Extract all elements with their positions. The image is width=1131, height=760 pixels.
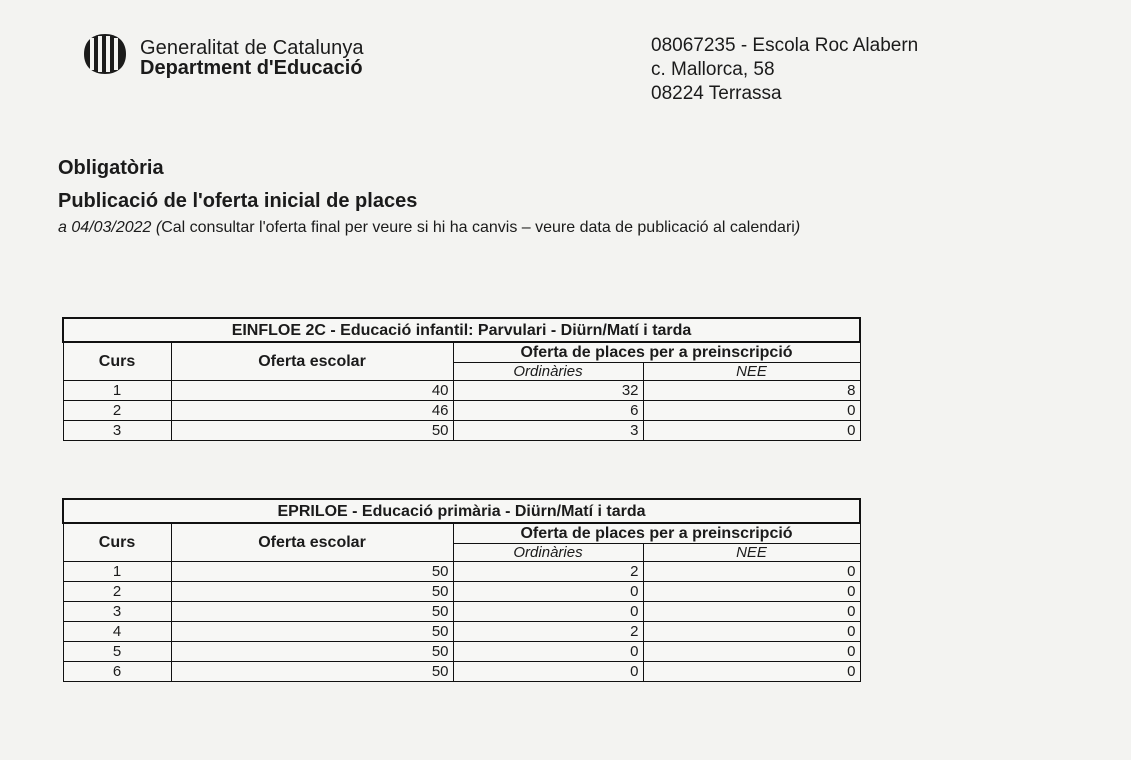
cell-oferta: 50 — [171, 421, 453, 441]
col-header-ordinaries: Ordinàries — [453, 363, 643, 381]
cell-nee: 0 — [643, 401, 860, 421]
school-name: 08067235 - Escola Roc Alabern — [651, 35, 919, 56]
table-row — [63, 421, 860, 441]
cell-ordinaries: 0 — [453, 642, 643, 662]
offer-table-primaria — [62, 498, 861, 682]
col-header-ordinaries: Ordinàries — [453, 544, 643, 562]
cell-oferta: 40 — [171, 381, 453, 401]
note-text: Cal consultar l'oferta final per veure si hi ha canvis – veure data de publicació al calendari — [161, 219, 795, 236]
col-header-nee: NEE — [643, 363, 860, 381]
col-header-oferta: Oferta escolar — [171, 342, 453, 381]
cell-curs: 2 — [63, 582, 171, 602]
school-address — [651, 34, 918, 106]
table-row — [63, 662, 860, 682]
col-header-curs: Curs — [63, 342, 171, 381]
col-header-curs: Curs — [63, 523, 171, 562]
cell-nee: 0 — [643, 421, 860, 441]
cell-oferta: 50 — [171, 662, 453, 682]
table-row — [63, 562, 860, 582]
school-city: 08224 Terrassa — [651, 83, 782, 104]
cell-curs: 6 — [63, 662, 171, 682]
table-row — [63, 602, 860, 622]
cell-nee: 0 — [643, 562, 860, 582]
note-close-paren: ) — [794, 219, 801, 236]
cell-ordinaries: 2 — [453, 562, 643, 582]
cell-curs: 2 — [63, 401, 171, 421]
cell-oferta: 46 — [171, 401, 453, 421]
cell-ordinaries: 0 — [453, 602, 643, 622]
cell-oferta: 50 — [171, 622, 453, 642]
col-header-nee: NEE — [643, 544, 860, 562]
table-row — [63, 582, 860, 602]
cell-ordinaries: 2 — [453, 622, 643, 642]
table-row — [63, 622, 860, 642]
table-caption: EINFLOE 2C - Educació infantil: Parvulari - Diürn/Matí i tarda — [63, 318, 860, 342]
org-line-1: Generalitat de Catalunya — [140, 37, 364, 59]
publication-note — [58, 219, 800, 237]
table-row — [63, 381, 860, 401]
cell-curs: 1 — [63, 381, 171, 401]
cell-ordinaries: 6 — [453, 401, 643, 421]
generalitat-logo-icon — [80, 32, 130, 76]
note-open-paren: ( — [151, 219, 162, 236]
offer-table-infantil — [62, 317, 861, 441]
page-title: Obligatòria — [58, 157, 164, 179]
publication-date: a 04/03/2022 — [58, 219, 152, 236]
cell-oferta: 50 — [171, 582, 453, 602]
cell-curs: 1 — [63, 562, 171, 582]
cell-oferta: 50 — [171, 562, 453, 582]
cell-nee: 0 — [643, 622, 860, 642]
cell-nee: 0 — [643, 582, 860, 602]
school-street: c. Mallorca, 58 — [651, 59, 775, 80]
col-header-group: Oferta de places per a preinscripció — [453, 523, 860, 544]
cell-oferta: 50 — [171, 642, 453, 662]
cell-nee: 0 — [643, 662, 860, 682]
cell-curs: 3 — [63, 602, 171, 622]
cell-oferta: 50 — [171, 602, 453, 622]
cell-ordinaries: 0 — [453, 662, 643, 682]
cell-ordinaries: 32 — [453, 381, 643, 401]
col-header-group: Oferta de places per a preinscripció — [453, 342, 860, 363]
cell-ordinaries: 3 — [453, 421, 643, 441]
cell-nee: 8 — [643, 381, 860, 401]
organization-name — [140, 38, 364, 78]
table-row — [63, 401, 860, 421]
org-line-2: Department d'Educació — [140, 57, 363, 79]
cell-ordinaries: 0 — [453, 582, 643, 602]
cell-curs: 5 — [63, 642, 171, 662]
cell-curs: 4 — [63, 622, 171, 642]
cell-curs: 3 — [63, 421, 171, 441]
cell-nee: 0 — [643, 602, 860, 622]
page-subtitle: Publicació de l'oferta inicial de places — [58, 190, 418, 212]
table-row — [63, 642, 860, 662]
table-caption: EPRILOE - Educació primària - Diürn/Matí i tarda — [63, 499, 860, 523]
col-header-oferta: Oferta escolar — [171, 523, 453, 562]
cell-nee: 0 — [643, 642, 860, 662]
